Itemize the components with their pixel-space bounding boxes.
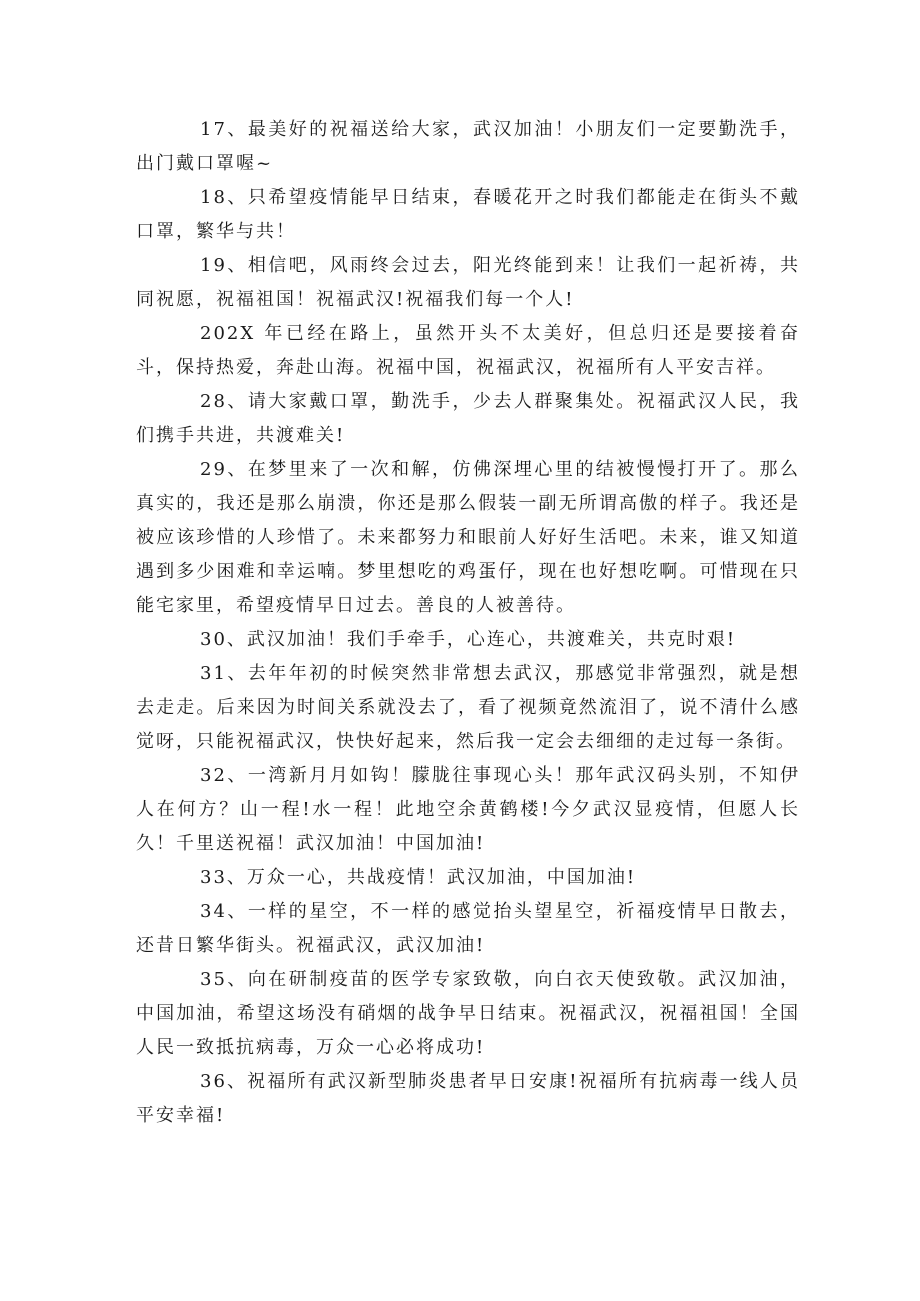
paragraph-202x: 202X 年已经在路上，虽然开头不太美好，但总归还是要接着奋斗，保持热爱，奔赴山海。祝福中国，祝福武汉，祝福所有人平安吉祥。 (136, 323, 800, 378)
paragraph-31: 31、去年年初的时候突然非常想去武汉，那感觉非常强烈，就是想去走走。后来因为时间关系就没去了，看了视频竟然流泪了，说不清什么感觉呀，只能祝福武汉，快快好起来，然后我一定会去细细的走过每一条街。 (136, 663, 800, 752)
paragraph-36: 36、祝福所有武汉新型肺炎患者早日安康!祝福所有抗病毒一线人员平安幸福! (136, 1071, 800, 1126)
document-body (136, 113, 800, 1133)
paragraph-28: 28、请大家戴口罩，勤洗手，少去人群聚集处。祝福武汉人民，我们携手共进，共渡难关! (136, 391, 800, 446)
paragraph-33: 33、万众一心，共战疫情！武汉加油，中国加油! (200, 867, 637, 888)
paragraph-32: 32、一湾新月月如钩！朦胧往事现心头！那年武汉码头别，不知伊人在何方？山一程!水一程！此地空余黄鹤楼!今夕武汉显疫情，但愿人长久！千里送祝福！武汉加油！中国加油! (136, 765, 800, 854)
paragraph-34: 34、一样的星空，不一样的感觉抬头望星空，祈福疫情早日散去，还昔日繁华街头。祝福武汉，武汉加油! (136, 901, 800, 956)
paragraph-17: 17、最美好的祝福送给大家，武汉加油！小朋友们一定要勤洗手，出门戴口罩喔~ (136, 119, 800, 174)
paragraph-18: 18、只希望疫情能早日结束，春暖花开之时我们都能走在街头不戴口罩，繁华与共！ (136, 187, 800, 242)
paragraph-19: 19、相信吧，风雨终会过去，阳光终能到来！让我们一起祈祷，共同祝愿，祝福祖国！祝福武汉!祝福我们每一个人! (136, 255, 800, 310)
paragraph-30: 30、武汉加油！我们手牵手，心连心，共渡难关，共克时艰! (200, 629, 737, 650)
paragraph-29: 29、在梦里来了一次和解，仿佛深埋心里的结被慢慢打开了。那么真实的，我还是那么崩溃，你还是那么假装一副无所谓高傲的样子。我还是被应该珍惜的人珍惜了。未来都努力和眼前人好好生活吧。未来，谁又知道遇到多少困难和幸运喃。梦里想吃的鸡蛋仔，现在也好想吃啊。可惜现在只能宅家里，希望疫情早日过去。善良的人被善待。 (136, 459, 800, 616)
paragraph-35: 35、向在研制疫苗的医学专家致敬，向白衣天使致敬。武汉加油，中国加油，希望这场没有硝烟的战争早日结束。祝福武汉，祝福祖国！全国人民一致抵抗病毒，万众一心必将成功! (136, 969, 800, 1058)
